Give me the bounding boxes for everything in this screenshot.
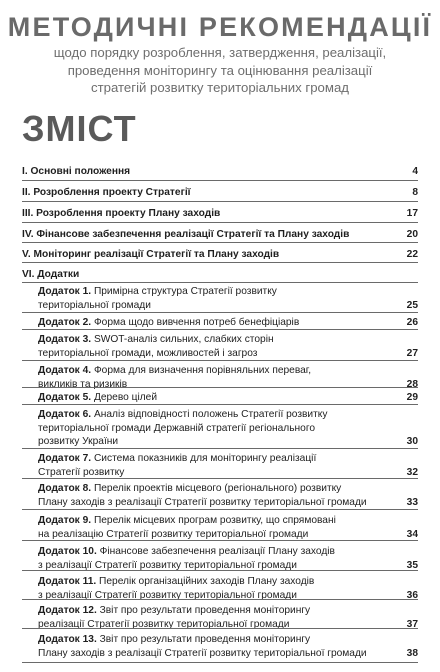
annex-label: Додаток 10. — [38, 546, 97, 557]
annex-label: Додаток 1. — [38, 286, 92, 297]
toc-entry-title: II. Розроблення проекту Стратегії — [22, 187, 191, 198]
toc-divider — [22, 478, 418, 479]
toc-entry-title — [38, 285, 418, 312]
annex-title-line: Плану заходів з реалізації Стратегії розвитку територіальної громади — [38, 647, 367, 659]
toc-annex-entry[interactable] — [38, 545, 418, 572]
annex-title-line: Перелік організаційних заходів Плану заходів — [96, 576, 315, 587]
page-number: 27 — [406, 347, 418, 359]
annex-title-line: Звіт про результати проведення моніторингу — [96, 634, 311, 645]
annex-title-line: Звіт про результати проведення моніторингу — [96, 605, 311, 616]
page-number: 38 — [406, 647, 418, 659]
toc-annex-entry[interactable] — [38, 514, 418, 541]
toc-entry-title — [38, 408, 418, 449]
toc-section-entry[interactable] — [22, 207, 418, 221]
toc-annex-entry[interactable] — [38, 408, 418, 449]
toc-divider — [22, 282, 418, 283]
toc-divider — [22, 599, 418, 600]
toc-divider — [22, 312, 418, 313]
page-number: 25 — [406, 299, 418, 311]
page-number: 4 — [412, 166, 418, 177]
annex-title-line: Примірна структура Стратегії розвитку — [91, 286, 277, 297]
annex-title-line: Перелік місцевих програм розвитку, що спрямовані — [91, 515, 336, 526]
annex-label: Додаток 8. — [38, 483, 92, 494]
toc-divider — [22, 628, 418, 629]
annex-title-line: Аналіз відповідності положень Стратегії розвитку — [91, 409, 328, 420]
page-number: 35 — [406, 559, 418, 571]
page-number: 26 — [406, 317, 418, 328]
toc-entry-title — [38, 391, 418, 405]
page-number: 29 — [406, 392, 418, 403]
page-number: 30 — [406, 436, 418, 448]
page-number: 34 — [406, 528, 418, 540]
annex-label: Додаток 9. — [38, 515, 92, 526]
annex-label: Додаток 13. — [38, 634, 97, 645]
toc-entry-title — [38, 482, 418, 509]
toc-divider — [22, 509, 418, 510]
annex-title-line: розвитку України — [38, 436, 119, 448]
annex-title-line: територіальної громади, можливостей і загроз — [38, 347, 258, 359]
annex-title-line: Форма щодо вивчення потреб бенефіціарів — [91, 317, 300, 328]
toc-divider — [22, 387, 418, 388]
toc-divider — [22, 662, 418, 663]
annex-label: Додаток 12. — [38, 605, 97, 616]
page-number: 22 — [406, 249, 418, 260]
page-number: 37 — [406, 618, 418, 630]
toc-annex-entry[interactable] — [38, 316, 418, 330]
page-number: 8 — [412, 187, 418, 198]
toc-section-entry[interactable] — [22, 228, 418, 242]
toc-entry-title — [38, 545, 418, 572]
annex-title-line: на реалізацію Стратегії розвитку територіальної громади — [38, 528, 309, 540]
annex-label: Додаток 6. — [38, 409, 92, 420]
page-number: 17 — [406, 208, 418, 219]
subtitle-line: стратегій розвитку територіальних громад — [91, 80, 349, 95]
toc-entry-title: I. Основні положення — [22, 166, 131, 177]
toc-section-entry[interactable] — [22, 248, 418, 262]
toc-entry-title: III. Розроблення проекту Плану заходів — [22, 208, 221, 219]
annex-title-line: з реалізації Стратегії розвитку територіальної громади — [38, 589, 297, 601]
toc-divider — [22, 360, 418, 361]
subtitle-line: щодо порядку розроблення, затвердження, реалізації, — [53, 45, 387, 60]
toc-annex-entry[interactable] — [38, 333, 418, 360]
toc-entry-title — [38, 633, 418, 660]
toc-entry-title — [38, 333, 418, 360]
toc-section-entry[interactable] — [22, 165, 418, 179]
annex-title-line: Система показників для моніторингу реалізації — [91, 453, 317, 464]
annex-title-line: територіальної громади Державній стратегії регіонального — [38, 422, 316, 434]
toc-section-entry[interactable] — [22, 268, 418, 282]
annex-title-line: Плану заходів з реалізації Стратегії розвитку територіальної громади — [38, 496, 367, 508]
annex-label: Додаток 11. — [38, 576, 97, 587]
toc-entry-title — [38, 514, 418, 541]
toc-divider — [22, 540, 418, 541]
annex-title-line: реалізації Стратегії розвитку територіальної громади — [38, 618, 290, 630]
annex-title-line: SWOT-аналіз сильних, слабких сторін — [91, 334, 274, 345]
annex-title-line: викликів та ризиків — [38, 378, 128, 390]
page-number: 20 — [406, 229, 418, 240]
toc-entry-title: IV. Фінансове забезпечення реалізації Стратегії та Плану заходів — [22, 229, 350, 240]
subtitle-line: проведення моніторингу та оцінювання реалізації — [67, 62, 373, 78]
toc-divider — [22, 448, 418, 449]
toc-annex-entry[interactable] — [38, 482, 418, 509]
toc-heading: ЗМІСТ — [22, 108, 137, 149]
page-number: 36 — [406, 589, 418, 601]
annex-label: Додаток 5. — [38, 392, 92, 403]
toc-divider — [22, 329, 418, 330]
toc-entry-title — [38, 316, 418, 330]
toc-divider — [22, 222, 418, 223]
annex-label: Додаток 2. — [38, 317, 92, 328]
page-number: 33 — [406, 496, 418, 508]
page-number: 28 — [406, 378, 418, 390]
toc-divider — [22, 404, 418, 405]
toc-entry-title: VI. Додатки — [22, 269, 80, 280]
annex-title-line: Форма для визначення порівняльних переваг, — [91, 365, 312, 376]
annex-title-line: Перелік проектів місцевого (регіонального) розвитку — [91, 483, 342, 494]
toc-entry-title — [38, 452, 418, 479]
annex-label: Додаток 7. — [38, 453, 92, 464]
annex-title-line: Дерево цілей — [91, 392, 158, 403]
toc-annex-entry[interactable] — [38, 452, 418, 479]
toc-divider — [22, 180, 418, 181]
page-number: 32 — [406, 466, 418, 478]
annex-label: Додаток 4. — [38, 365, 92, 376]
toc-section-entry[interactable] — [22, 186, 418, 200]
toc-annex-entry[interactable] — [38, 633, 418, 660]
toc-divider — [22, 201, 418, 202]
annex-label: Додаток 3. — [38, 334, 92, 345]
toc-divider — [22, 262, 418, 263]
document-title: МЕТОДИЧНІ РЕКОМЕНДАЦІЇ — [7, 12, 433, 42]
annex-title-line: територіальної громади — [38, 299, 151, 311]
annex-title-line: Фінансове забезпечення реалізації Плану заходів — [96, 546, 335, 557]
toc-divider — [22, 242, 418, 243]
annex-title-line: Стратегії розвитку — [38, 466, 125, 478]
toc-annex-entry[interactable] — [38, 391, 418, 405]
toc-annex-entry[interactable] — [38, 285, 418, 312]
annex-title-line: з реалізації Стратегії розвитку територіальної громади — [38, 559, 297, 571]
toc-divider — [22, 570, 418, 571]
toc-entry-title: V. Моніторинг реалізації Стратегії та Плану заходів — [22, 249, 280, 260]
